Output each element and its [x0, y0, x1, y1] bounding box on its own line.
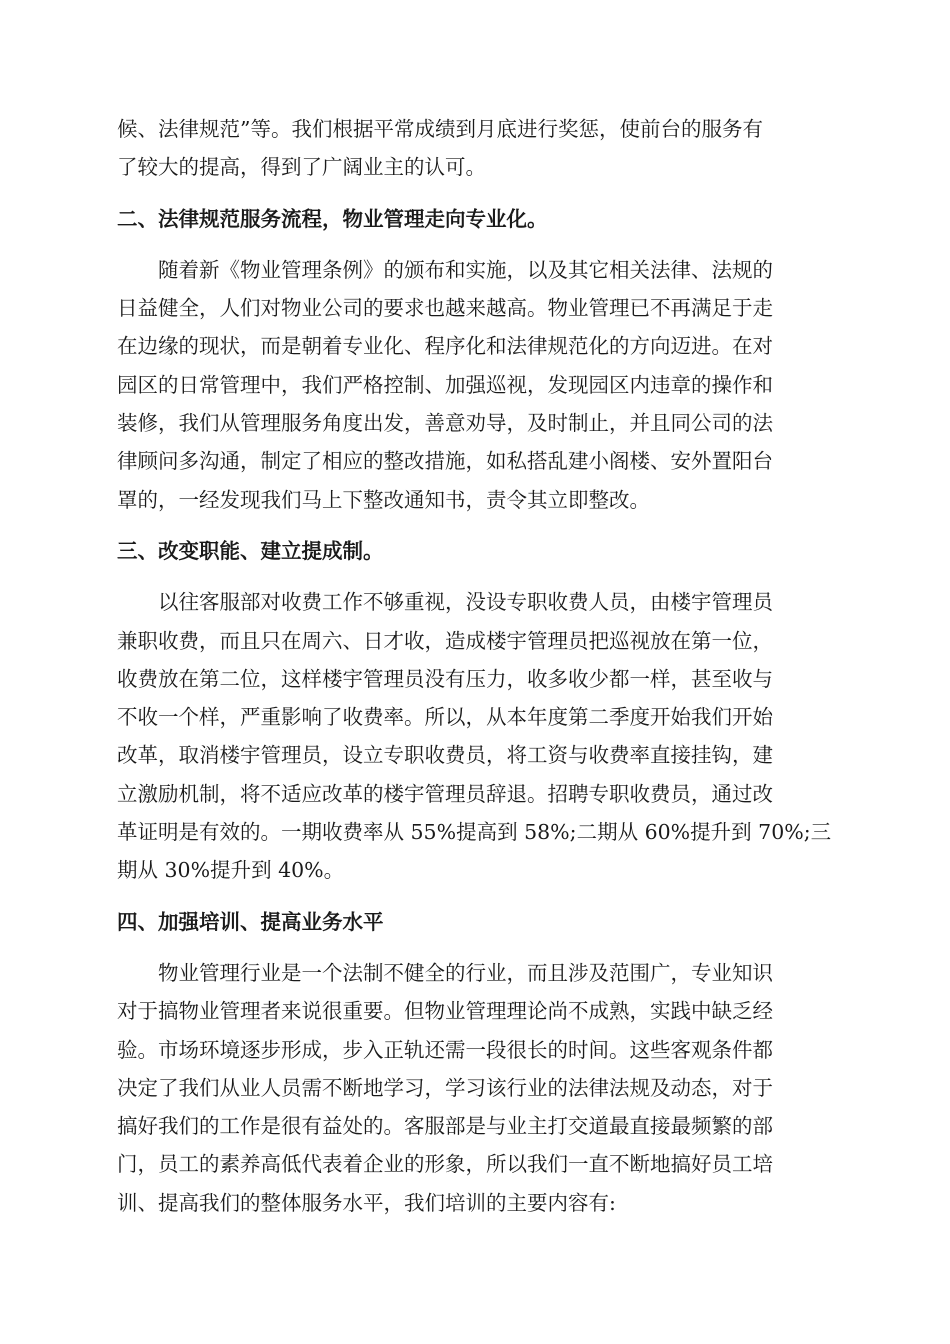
text-line: 门，员工的素养高低代表着企业的形象，所以我们一直不断地搞好员工培 — [117, 1152, 773, 1177]
text-line: 收费放在第二位，这样楼宇管理员没有压力，收多收少都一样，甚至收与 — [117, 666, 773, 691]
text-line: 决定了我们从业人员需不断地学习，学习该行业的法律法规及动态，对于 — [117, 1075, 773, 1100]
section-heading-3: 三、改变职能、建立提成制。 — [117, 538, 384, 563]
text-line: 候、法律规范”等。我们根据平常成绩到月底进行奖惩，使前台的服务有 — [117, 117, 763, 141]
text-line: 罩的，一经发现我们马上下整改通知书，责令其立即整改。 — [117, 487, 650, 512]
paragraph-section-2 — [117, 251, 833, 519]
text-line: 日益健全，人们对物业公司的要求也越来越高。物业管理已不再满足于走 — [117, 296, 773, 321]
text-line: 不收一个样，严重影响了收费率。所以，从本年度第二季度开始我们开始 — [117, 705, 773, 730]
text-line: 革证明是有效的。一期收费率从 55%提高到 58%;二期从 60%提升到 70%;三 — [117, 820, 832, 845]
section-heading-2: 二、法律规范服务流程，物业管理走向专业化。 — [117, 206, 548, 231]
section-heading-4: 四、加强培训、提高业务水平 — [117, 909, 384, 934]
paragraph-section-4 — [117, 954, 833, 1222]
text-line: 改革，取消楼宇管理员，设立专职收费员，将工资与收费率直接挂钩，建 — [117, 743, 773, 768]
text-line: 物业管理行业是一个法制不健全的行业，而且涉及范围广，专业知识 — [158, 960, 773, 985]
text-line: 搞好我们的工作是很有益处的。客服部是与业主打交道最直接最频繁的部 — [117, 1114, 773, 1139]
text-line: 期从 30%提升到 40%。 — [117, 858, 345, 883]
text-line: 立激励机制，将不适应改革的楼宇管理员辞退。招聘专职收费员，通过改 — [117, 781, 773, 806]
text-line: 装修，我们从管理服务角度出发，善意劝导，及时制止，并且同公司的法 — [117, 411, 773, 436]
text-line: 验。市场环境逐步形成，步入正轨还需一段很长的时间。这些客观条件都 — [117, 1037, 773, 1062]
paragraph-continued — [117, 110, 833, 187]
text-line: 以往客服部对收费工作不够重视，没设专职收费人员，由楼宇管理员 — [158, 590, 773, 615]
document-body — [117, 110, 833, 1222]
paragraph-section-3 — [117, 583, 833, 889]
text-line: 园区的日常管理中，我们严格控制、加强巡视，发现园区内违章的操作和 — [117, 372, 773, 397]
text-line: 对于搞物业管理者来说很重要。但物业管理理论尚不成熟，实践中缺乏经 — [117, 999, 773, 1024]
text-line: 兼职收费，而且只在周六、日才收，造成楼宇管理员把巡视放在第一位， — [117, 628, 773, 653]
text-line: 律顾问多沟通，制定了相应的整改措施，如私搭乱建小阁楼、安外置阳台 — [117, 449, 773, 474]
text-line: 训、提高我们的整体服务水平，我们培训的主要内容有: — [117, 1190, 616, 1215]
text-line: 了较大的提高，得到了广阔业主的认可。 — [117, 155, 486, 180]
text-line: 在边缘的现状，而是朝着专业化、程序化和法律规范化的方向迈进。在对 — [117, 334, 773, 359]
text-line: 随着新《物业管理条例》的颁布和实施，以及其它相关法律、法规的 — [158, 257, 773, 282]
